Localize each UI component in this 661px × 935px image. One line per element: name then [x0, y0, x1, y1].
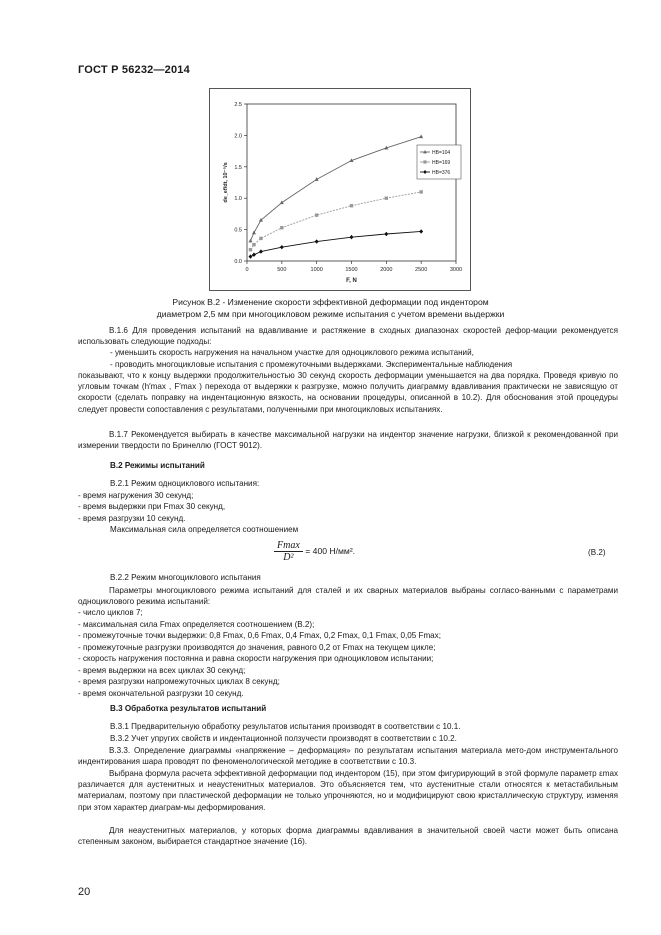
- data-point: [259, 249, 263, 253]
- y-tick-label: 0.5: [234, 227, 242, 234]
- figure-caption-line1: Рисунок В.2 - Изменение скорости эффективной деформации под индентором: [172, 297, 489, 307]
- paragraph-b22-params: Параметры многоциклового режима испытаний для сталей и их сварных материалов выбраны согласо-ванными с параметрами одноциклового режима испытаний:: [78, 586, 618, 607]
- data-point: [259, 237, 262, 240]
- section-heading-b3: В.3 Обработка результатов испытаний: [110, 704, 267, 713]
- y-tick-label: 1.0: [234, 196, 242, 203]
- page-number: 20: [78, 886, 91, 898]
- formula-number: (В.2): [588, 548, 606, 557]
- paragraph-max-force: Максимальная сила определяется соотношением: [110, 525, 299, 534]
- list-item: - время окончательной разгрузки 10 секунд.: [78, 689, 244, 698]
- list-item: - время разгрузки 10 секунд.: [78, 514, 186, 523]
- paragraph-b22: В.2.2 Режим многоциклового испытания: [110, 573, 261, 582]
- list-item: - уменьшить скорость нагружения на начальном участке для одноциклового режима испытаний,: [110, 348, 474, 357]
- formula-b2: [274, 540, 355, 563]
- legend-label: HB=104: [432, 150, 451, 156]
- x-tick-label: 0: [245, 267, 249, 273]
- paragraph-b31: В.3.1 Предварительную обработку результатов испытания производят в соответствии с 10.1.: [110, 722, 461, 731]
- y-tick-label: 1.5: [234, 164, 242, 171]
- formula-rhs: = 400 Н/мм².: [305, 545, 356, 556]
- document-header: ГОСТ Р 56232—2014: [78, 64, 190, 76]
- list-item: - время выдержки при Fmax 30 секунд,: [78, 502, 226, 511]
- data-point: [280, 200, 284, 204]
- legend-label: HB=169: [432, 160, 451, 166]
- paragraph-b17: В.1.7 Рекомендуется выбирать в качестве максимальной нагрузки на индентор значение нагрузки, близкой к рекомендованной при измерении твердости по Бринеллю (ГОСТ 9012).: [78, 430, 618, 451]
- section-heading-b2: В.2 Режимы испытаний: [110, 461, 205, 470]
- data-point: [315, 239, 319, 243]
- legend-marker: [423, 160, 426, 163]
- data-point: [419, 190, 422, 193]
- data-point: [252, 253, 256, 257]
- paragraph-b35: Для неаустенитных материалов, у которых форма диаграммы вдавливания в значительной своей части может быть описана степенным законом, выбирается стандартное значение (16).: [78, 826, 618, 847]
- paragraph-b21: В.2.1 Режим одноциклового испытания:: [110, 479, 260, 488]
- paragraph-b32: В.3.2 Учет упругих свойств и индентационной ползучести производят в соответствии с 10.2.: [110, 734, 457, 743]
- list-item: - время выдержки на всех циклах 30 секунд;: [78, 666, 246, 675]
- y-axis-label: de_ef/dt, 10⁻⁵/s: [223, 162, 229, 203]
- paragraph-observations: показывают, что к концу выдержки продолжительностью 30 секунд скорость деформации уменьшается на два порядка. Проведя кривую по угловым точкам (h′max , F′max ) перехода от выдержки к разгрузке, можно получить диаграмму вдавливания практически не зависящую от скорости (сделать поправку на индентационную вязкость, на основании процедуры, описанной в 10.2). Для обоснования этой процедуры следует провести сопоставления с результатами, полученными при многоцикловых испытаниях.: [78, 371, 618, 414]
- x-axis-label: F, N: [346, 278, 357, 284]
- y-tick-label: 2.0: [234, 133, 242, 140]
- y-tick-label: 2.5: [234, 102, 242, 108]
- list-item: - время разгрузки напромежуточных циклах 8 секунд;: [78, 677, 280, 686]
- chart: [210, 89, 470, 290]
- list-item: - скорость нагружения постоянна и равна скорости нагружения при одноцикловом испытании;: [78, 654, 434, 663]
- data-point: [280, 226, 283, 229]
- data-point: [249, 248, 252, 251]
- list-item: - число циклов 7;: [78, 608, 143, 617]
- data-point: [280, 245, 284, 249]
- list-item: - время нагружения 30 секунд;: [78, 491, 194, 500]
- data-point: [350, 235, 354, 239]
- series-line-1: [250, 192, 421, 250]
- paragraph-b34: Выбрана формула расчета эффективной деформации под индентором (15), при этом фигурирующий в этой формуле параметр εmax различается для аустенитных и неаустенитных материалов. Это объясняется тем, что аустенитные стали относятся к метастабильным материалам, поэтому при пластической деформации не только упрочняются, но и модифицируют свою кристаллическую структуру, изменяя при этом характер диаграм-мы деформирования.: [78, 769, 618, 812]
- data-point: [384, 232, 388, 236]
- data-point: [419, 229, 423, 233]
- legend-label: HB=376: [432, 170, 451, 176]
- data-point: [419, 134, 423, 138]
- list-item: - проводить многоцикловые испытания с промежуточными выдержками. Экспериментальные наблюдения: [110, 360, 513, 369]
- formula-numerator: Fmax: [274, 540, 303, 552]
- list-item: - промежуточные точки выдержки: 0,8 Fmax, 0,6 Fmax, 0,4 Fmax, 0,2 Fmax, 0,1 Fmax, 0,05 Fmax;: [78, 631, 441, 640]
- data-point: [350, 204, 353, 207]
- paragraph-b16: В.1.6 Для проведения испытаний на вдавливание и растяжение в сходных диапазонах скоростей дефор-мации рекомендуется использовать следующие подходы:: [78, 326, 618, 347]
- x-tick-label: 1000: [310, 267, 323, 273]
- x-tick-label: 3000: [449, 267, 463, 273]
- x-tick-label: 500: [277, 267, 287, 273]
- paragraph-b33: В.3.3. Определение диаграммы «напряжение – деформация» по результатам испытания материала мето-дом инструментального индентирования шара проводят по феноменологической методике в соответствии с 10.3.: [78, 746, 618, 767]
- data-point: [315, 213, 318, 216]
- series-line-0: [250, 137, 421, 241]
- figure-caption-line2: диаметром 2,5 мм при многоцикловом режиме испытания с учетом времени выдержки: [156, 309, 505, 319]
- x-tick-label: 2500: [415, 267, 428, 273]
- formula-denominator: D²: [283, 552, 294, 563]
- y-tick-label: 0.0: [234, 259, 242, 265]
- x-tick-label: 1500: [345, 267, 358, 273]
- figure-frame: [209, 88, 471, 291]
- data-point: [252, 243, 255, 246]
- data-point: [248, 254, 252, 258]
- x-tick-label: 2000: [380, 267, 393, 273]
- data-point: [248, 239, 252, 243]
- list-item: - максимальная сила Fmax определяется соотношением (В.2);: [78, 620, 315, 629]
- list-item: - промежуточные разгрузки производятся до значения, равного 0,2 от Fmax на текущем цикле;: [78, 643, 436, 652]
- series-line-2: [250, 231, 421, 256]
- data-point: [385, 197, 388, 200]
